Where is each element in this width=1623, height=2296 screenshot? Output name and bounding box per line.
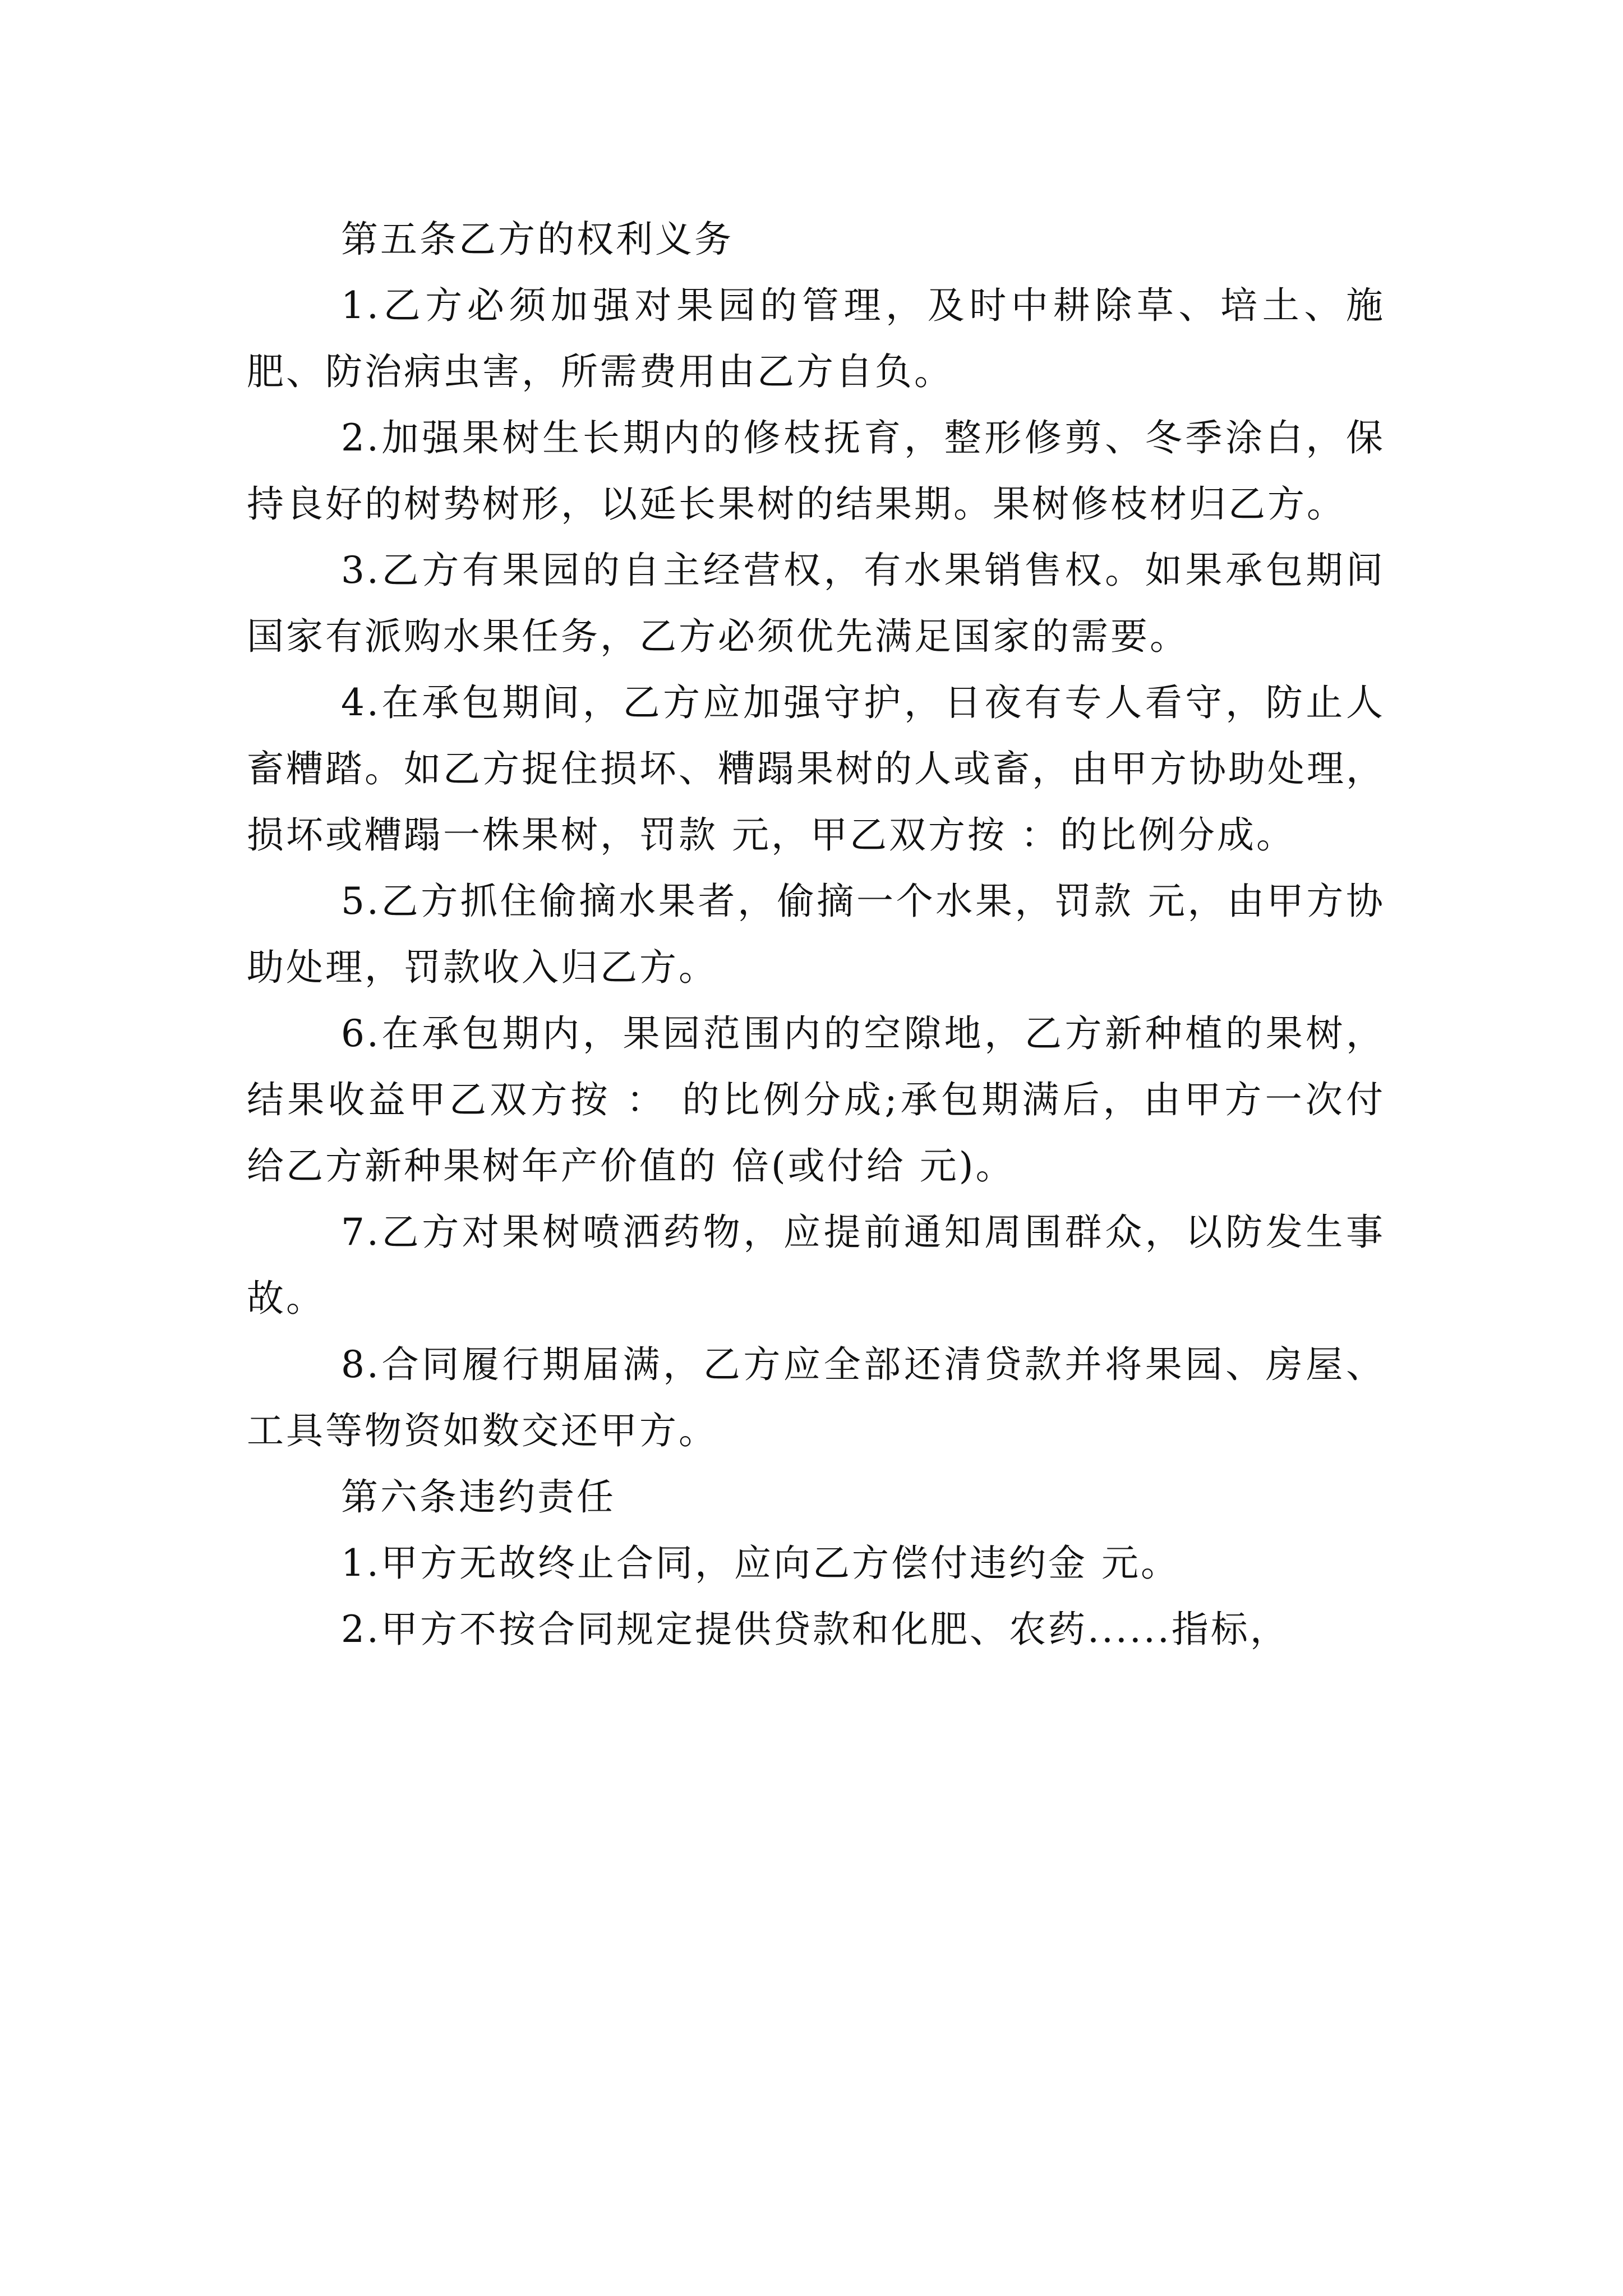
section-5-item-6: 6.在承包期内，果园范围内的空隙地，乙方新种植的果树，结果收益甲乙双方按 ： 的比例分成;承包期满后，由甲方一次付给乙方新种果树年产价值的 倍(或付给 元)。	[247, 1012, 1385, 1188]
section-5-item-8: 8.合同履行期届满，乙方应全部还清贷款并将果园、房屋、工具等物资如数交还甲方。	[247, 1343, 1385, 1452]
section-5-item-5: 5.乙方抓住偷摘水果者，偷摘一个水果，罚款 元，由甲方协助处理，罚款收入归乙方。	[247, 880, 1385, 989]
section-5-item-1: 1.乙方必须加强对果园的管理，及时中耕除草、培土、施肥、防治病虫害，所需费用由乙方自负。	[247, 284, 1385, 393]
section-6-item-2: 2.甲方不按合同规定提供贷款和化肥、农药......指标，	[341, 1608, 1289, 1651]
section-6-item-1: 1.甲方无故终止合同，应向乙方偿付违约金 元。	[341, 1542, 1180, 1585]
section-5-item-2: 2.加强果树生长期内的修枝抚育，整形修剪、冬季涂白，保持良好的树势树形，以延长果树的结果期。果树修枝材归乙方。	[247, 416, 1385, 526]
section-5-item-3: 3.乙方有果园的自主经营权，有水果销售权。如果承包期间国家有派购水果任务，乙方必须优先满足国家的需要。	[247, 549, 1385, 658]
section-5-heading: 第五条乙方的权利义务	[341, 218, 734, 261]
section-6-heading: 第六条违约责任	[341, 1475, 616, 1519]
section-5-item-7: 7.乙方对果树喷洒药物，应提前通知周围群众，以防发生事故。	[247, 1211, 1385, 1320]
section-5-item-4: 4.在承包期间，乙方应加强守护，日夜有专人看守，防止人畜糟踏。如乙方捉住损坏、糟蹋果树的人或畜，由甲方协助处理，损坏或糟蹋一株果树，罚款 元，甲乙双方按 ：的比例分成。	[247, 681, 1385, 857]
document-body	[247, 206, 1385, 1663]
